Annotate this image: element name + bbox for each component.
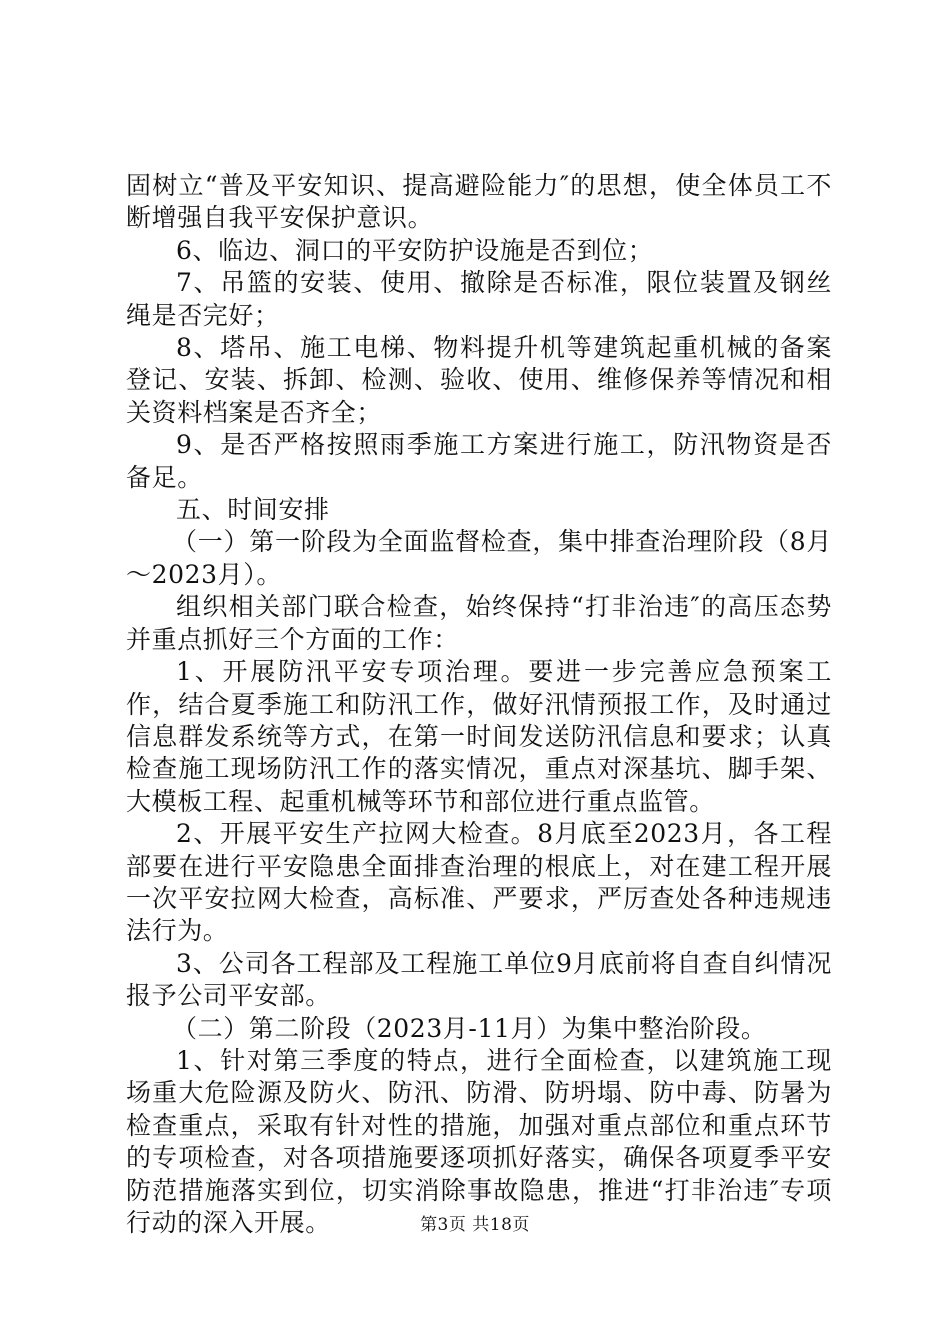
paragraph-item-8: 8、塔吊、施工电梯、物料提升机等建筑起重机械的备案登记、安装、拆卸、检测、验收、使用、维修保养等情况和相关资料档案是否齐全；: [126, 333, 832, 427]
paragraph-joint-inspection: 组织相关部门联合检查，始终保持“打非治违″的高压态势并重点抓好三个方面的工作：: [126, 592, 832, 654]
subheading-phase-two: （二）第二阶段（2023月-11月）为集中整治阶段。: [172, 1013, 767, 1043]
paragraph-item-9: 9、是否严格按照雨季施工方案进行施工，防汛物资是否备足。: [126, 430, 832, 492]
paragraph-phase-one-item-1: 1、开展防汛平安专项治理。要进一步完善应急预案工作，结合夏季施工和防汛工作，做好汛情预报工作，及时通过信息群发系统等方式，在第一时间发送防汛信息和要求；认真检查施工现场防汛工作的落实情况，重点对深基坑、脚手架、大模板工程、起重机械等环节和部位进行重点监管。: [126, 657, 832, 816]
paragraph-phase-two-item-1: 1、针对第三季度的特点，进行全面检查，以建筑施工现场重大危险源及防火、防汛、防滑、防坍塌、防中毒、防暑为检查重点，采取有针对性的措施，加强对重点部位和重点环节的专项检查，对各项措施要逐项抓好落实，确保各项夏季平安防范措施落实到位，切实消除事故隐患，推进“打非治违″专项行动的深入开展。: [126, 1045, 832, 1237]
section-heading-schedule: 五、时间安排: [176, 495, 330, 525]
page-footer: 第3页 共18页: [420, 1215, 530, 1235]
paragraph-continuation: 固树立“普及平安知识、提高避险能力″的思想，使全体员工不断增强自我平安保护意识。: [126, 171, 832, 233]
paragraph-phase-one-item-3: 3、公司各工程部及工程施工单位9月底前将自查自纠情况报予公司平安部。: [126, 948, 832, 1011]
subheading-phase-one: （一）第一阶段为全面监督检查，集中排查治理阶段（8月～2023月）。: [126, 527, 832, 589]
paragraph-item-7: 7、吊篮的安装、使用、撤除是否标准，限位装置及钢丝绳是否完好；: [126, 268, 832, 330]
paragraph-item-6: 6、临边、洞口的平安防护设施是否到位；: [176, 235, 654, 265]
paragraph-phase-one-item-2: 2、开展平安生产拉网大检查。8月底至2023月，各工程部要在进行平安隐患全面排查治理的根底上，对在建工程开展一次平安拉网大检查，高标准、严要求，严厉查处各种违规违法行为。: [126, 819, 832, 946]
document-body: [126, 170, 832, 1239]
